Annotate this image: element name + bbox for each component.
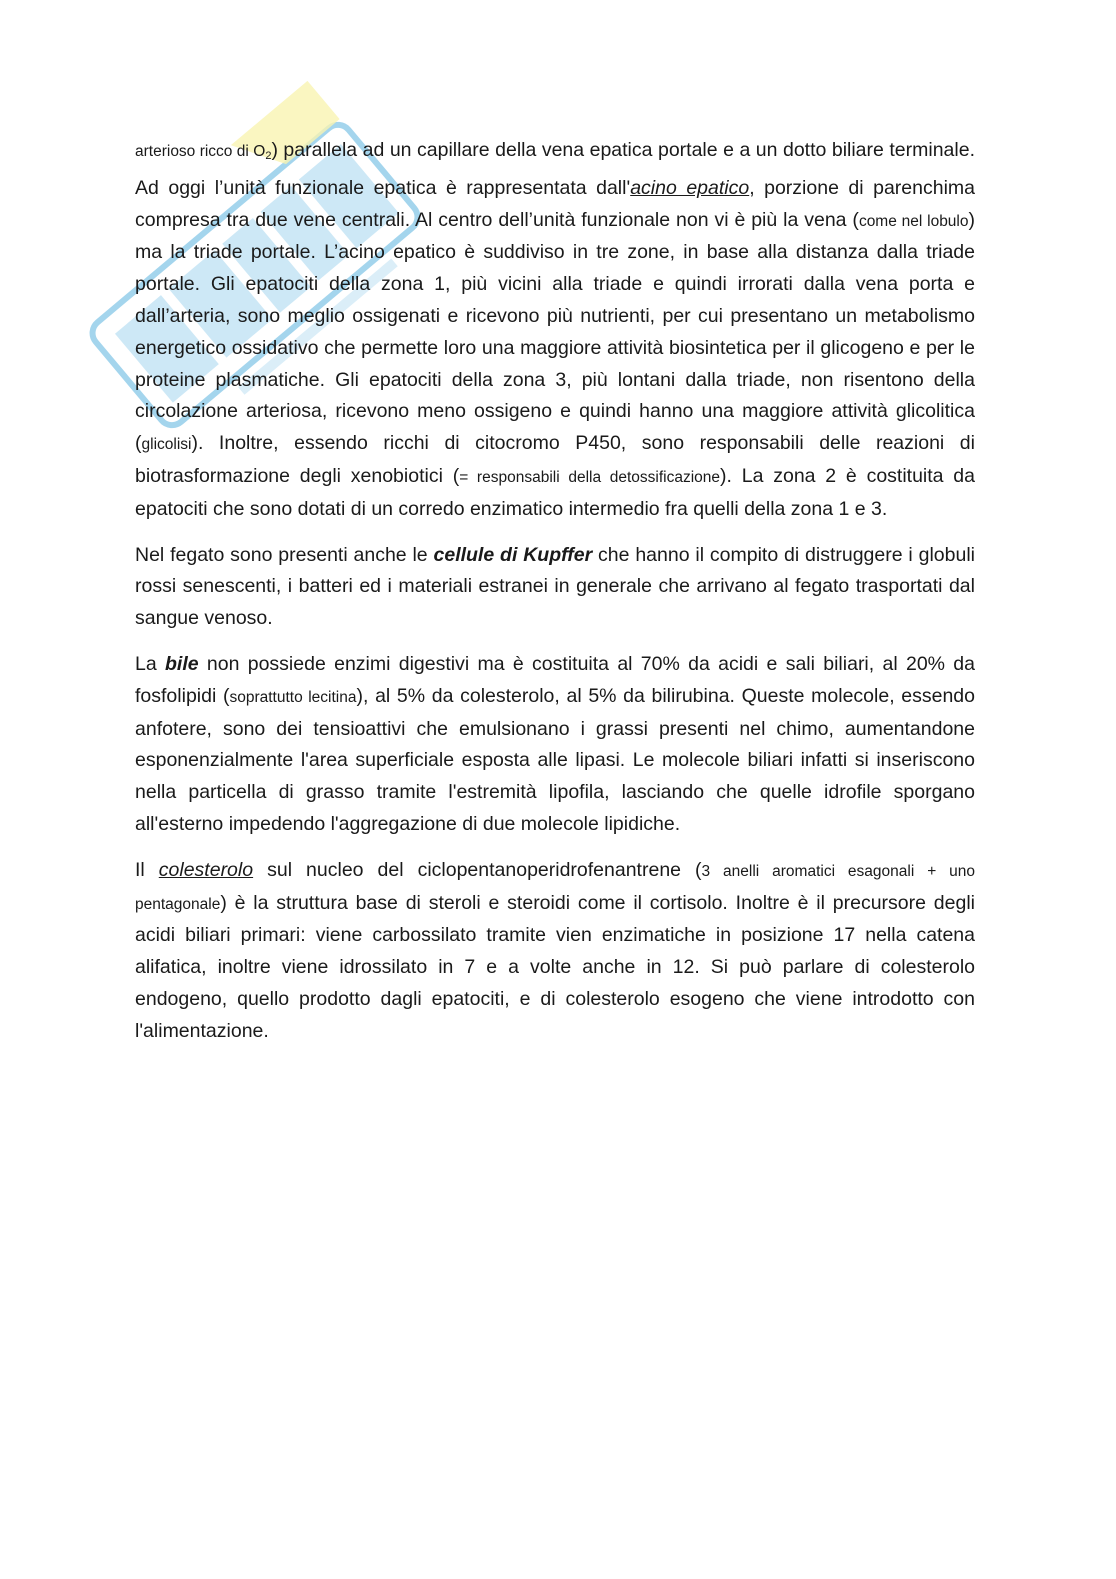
term-cellule-kupffer: cellule di Kupffer [433, 543, 593, 566]
paragraph-bile: La bile non possiede enzimi digestivi ma è costituita al 70% da acidi e sali biliari, al 20% da fosfolipidi (soprattutto lecitina), al 5% da colesterolo, al 5% da bilirubina. Queste molecole, essendo anfotere, sono dei tensioattivi che emulsionano i grassi presenti nel chimo, aumentandone esponenzialmente l'area superficiale esposta alle lipasi. Le molecole biliari infatti si inseriscono nella particella di grasso tramite l'estremità lipofila, lasciando che quelle idrofile sporgano all'esterno impedendo l'aggregazione di due molecole lipidiche. [135, 652, 976, 835]
term-bile: bile [165, 652, 199, 675]
paragraph-colesterolo: Il colesterolo sul nucleo del ciclopentanoperidrofenantrene (3 anelli aromatici esagonali + uno pentagonale) è la struttura base di steroli e steroidi come il cortisolo. Inoltre è il precursore degli acidi biliari primari: viene carbossilato tramite vien enzimatiche in posizione 17 nella catena alifatica, inoltre viene idrossilato in 7 e a volte anche in 12. Si può parlare di colesterolo endogeno, quello prodotto dagli epatociti, e di colesterolo esogeno che viene introdotto con l'alimentazione. [135, 858, 976, 1042]
paragraph-acino: arterioso ricco di $O_2$) parallela ad un capillare della vena epatica portale e a un dotto biliare terminale. Ad oggi l’unità funzionale epatica è rappresentata dall'acino epatico, porzione di parenchima compresa tra due vene centrali. Al centro dell’unità funzionale non vi è più la vena (come nel lobulo) ma la triade portale. L’acino epatico è suddiviso in tre zone, in base alla distanza dalla triade portale. Gli epatociti della zona 1, più vicini alla triade e quindi irrorati dalla vena porta e dall’arteria, sono meglio ossigenati e ricevono più nutrienti, per cui presentano un metabolismo energetico ossidativo che permette loro una maggiore attività biosintetica per il glicogeno e per le proteine plasmatiche. Gli epatociti della zona 3, più lontani dalla triade, non risentono della circolazione arteriosa, ricevono meno ossigeno e quindi hanno una maggiore attività glicolitica (glicolisi). Inoltre, essendo ricchi di citocromo P450, sono responsabili delle reazioni di biotrasformazione degli xenobiotici (= responsabili della detossificazione). La zona 2 è costituita da epatociti che sono dotati di un corredo enzimatico intermedio fra quelli della zona 1 e 3. [135, 139, 975, 520]
paragraph-kupffer: Nel fegato sono presenti anche le cellule di Kupffer che hanno il compito di distruggere i globuli rossi senescenti, i batteri ed i materiali estranei in generale che arrivano al fegato trasportati dal sangue venoso. [135, 543, 975, 630]
term-colesterolo: colesterolo [158, 858, 254, 881]
body-text [135, 135, 975, 1062]
term-acino-epatico: acino epatico [630, 176, 750, 199]
